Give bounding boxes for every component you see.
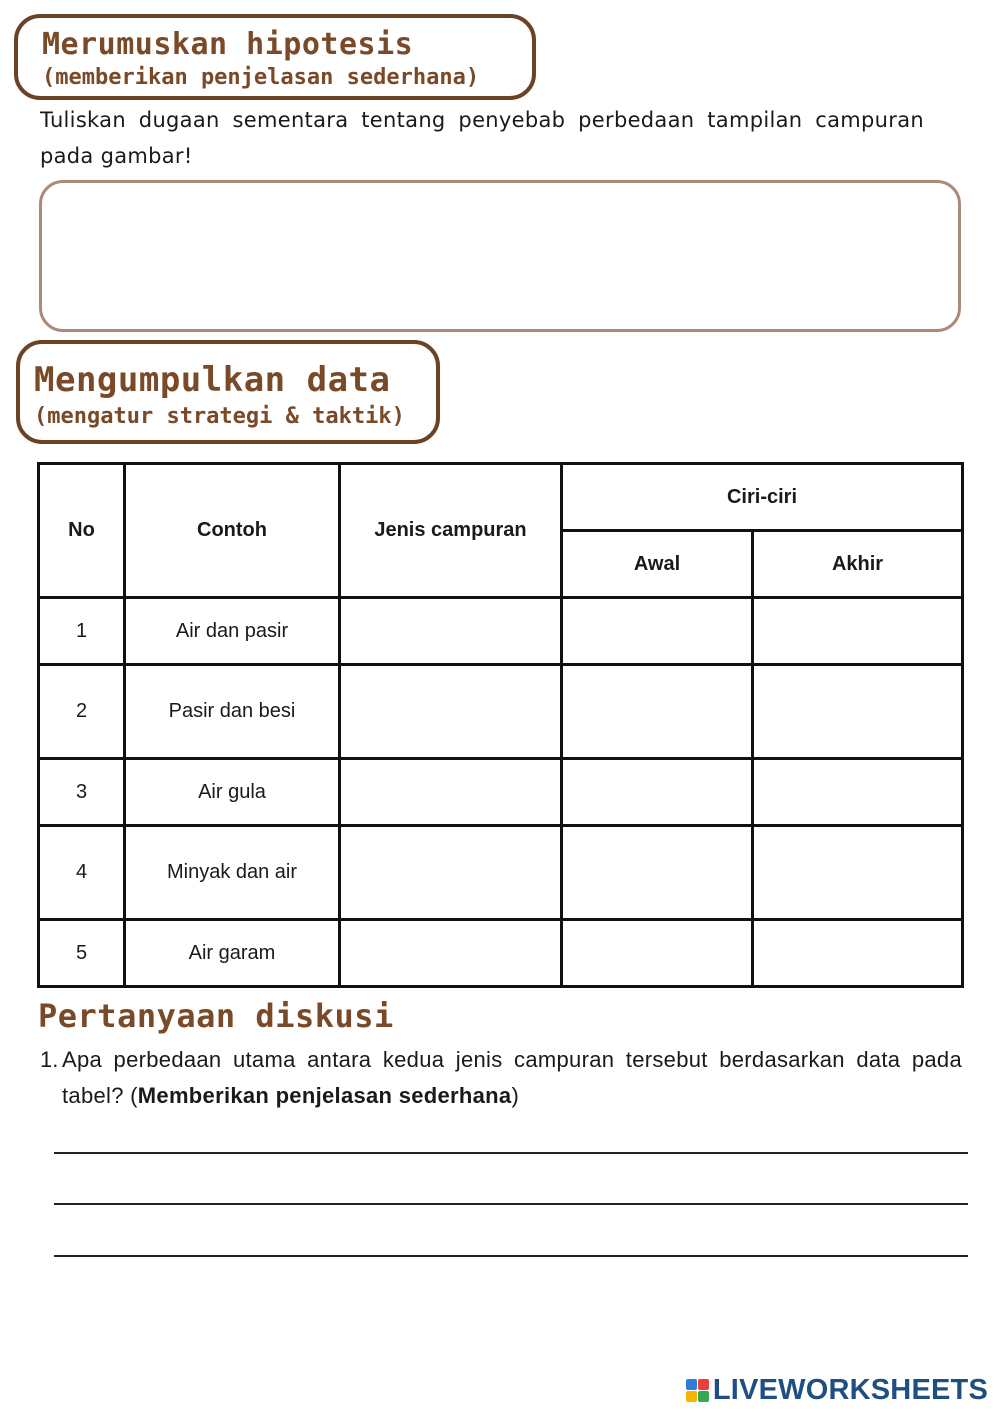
question-text [62,1042,962,1114]
row-number: 2 [39,665,125,759]
akhir-cell[interactable] [753,826,963,920]
table-row [39,598,963,665]
akhir-cell[interactable] [753,598,963,665]
table-row [39,826,963,920]
header-no: No [39,464,125,598]
answer-line-3[interactable] [54,1255,968,1257]
jenis-campuran-cell[interactable] [340,826,562,920]
row-number: 4 [39,826,125,920]
data-table [37,462,964,988]
hypothesis-answer-box[interactable] [39,180,961,332]
discussion-title: Pertanyaan diskusi [38,997,394,1035]
jenis-campuran-cell[interactable] [340,759,562,826]
awal-cell[interactable] [562,665,753,759]
row-example: Air dan pasir [125,598,340,665]
header-ciri-ciri: Ciri-ciri [562,464,963,531]
row-example: Pasir dan besi [125,665,340,759]
table-row [39,665,963,759]
question-body: Apa perbedaan utama antara kedua jenis campuran tersebut berdasarkan data pada tabel? ( [62,1047,962,1108]
jenis-campuran-cell[interactable] [340,598,562,665]
answer-line-1[interactable] [54,1152,968,1154]
hypothesis-section-header [14,14,536,100]
hypothesis-title: Merumuskan hipotesis [42,27,414,62]
question-number: 1. [40,1047,59,1072]
awal-cell[interactable] [562,598,753,665]
header-awal: Awal [562,531,753,598]
row-number: 1 [39,598,125,665]
hypothesis-instruction: Tuliskan dugaan sementara tentang penyebab perbedaan tampilan campuran pada gambar! [40,108,924,168]
jenis-campuran-cell[interactable] [340,920,562,987]
akhir-cell[interactable] [753,665,963,759]
header-jenis-campuran: Jenis campuran [340,464,562,598]
data-collection-title: Mengumpulkan data [34,360,391,400]
question-emphasis: Memberikan penjelasan sederhana [137,1083,512,1108]
header-contoh: Contoh [125,464,340,598]
logo-square [698,1391,709,1402]
question-close: ) [511,1083,520,1108]
awal-cell[interactable] [562,759,753,826]
brand-name: LIVEWORKSHEETS [712,1373,988,1406]
row-number: 3 [39,759,125,826]
awal-cell[interactable] [562,920,753,987]
hypothesis-subtitle: (memberikan penjelasan sederhana) [42,65,480,90]
table-row [39,920,963,987]
row-example: Minyak dan air [125,826,340,920]
data-collection-subtitle: (mengatur strategi & taktik) [34,404,405,429]
liveworksheets-logo-icon [686,1379,709,1402]
row-example: Air garam [125,920,340,987]
logo-square [686,1391,697,1402]
row-number: 5 [39,920,125,987]
table-row [39,759,963,826]
jenis-campuran-cell[interactable] [340,665,562,759]
logo-square [686,1379,697,1390]
header-akhir: Akhir [753,531,963,598]
akhir-cell[interactable] [753,920,963,987]
data-collection-section-header [16,340,440,444]
awal-cell[interactable] [562,826,753,920]
row-example: Air gula [125,759,340,826]
logo-square [698,1379,709,1390]
discussion-question-1 [40,1042,962,1114]
akhir-cell[interactable] [753,759,963,826]
answer-line-2[interactable] [54,1203,968,1205]
liveworksheets-brand [686,1373,988,1407]
